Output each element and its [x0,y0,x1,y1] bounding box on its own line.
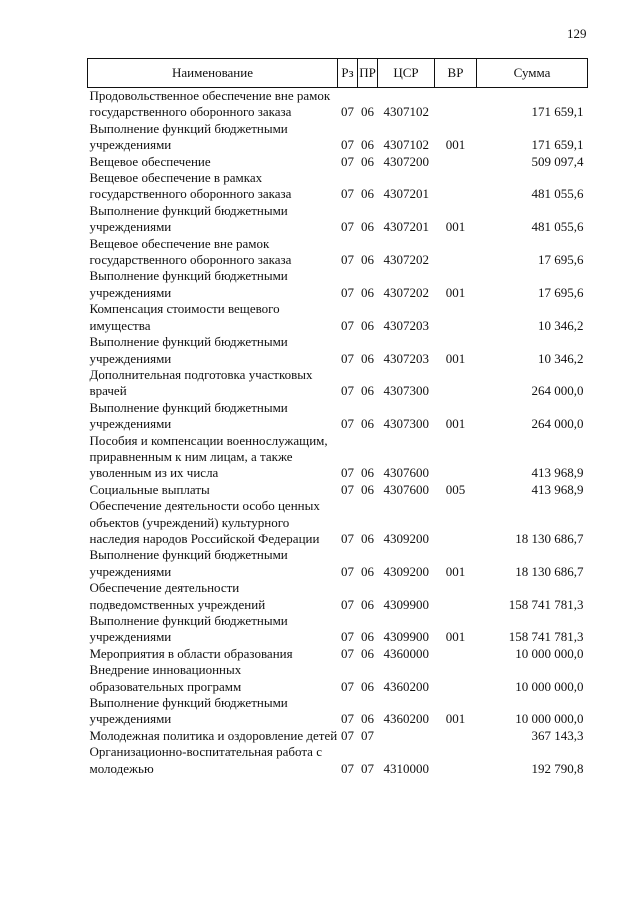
cell-sum: 10 346,2 [538,350,584,366]
cell-rz: 07 [341,416,354,432]
cell-csr: 4307202 [383,252,429,268]
cell-csr: 4309900 [383,629,429,645]
cell-pr: 06 [361,596,374,612]
header-sum: Сумма [477,59,588,88]
cell-name: Выполнение функций бюджетными учреждениями [89,202,288,235]
cell-sum: 264 000,0 [531,416,584,432]
cell-sum: 158 741 781,3 [508,596,584,612]
cell-pr: 06 [361,530,374,546]
cell-name: Вещевое обеспечение вне рамок государственного оборонного заказа [89,235,292,268]
cell-sum: 413 968,9 [531,465,584,481]
cell-pr: 06 [361,153,374,169]
table-row [88,728,588,744]
cell-csr: 4309200 [383,563,429,579]
cell-rz: 07 [341,629,354,645]
cell-rz: 07 [341,252,354,268]
cell-sum: 10 000 000,0 [515,711,584,727]
cell-csr: 4307201 [383,186,429,202]
cell-sum: 10 000 000,0 [515,645,584,661]
page-number: 129 [567,26,587,41]
cell-csr: 4309200 [383,530,429,546]
table-row [88,695,588,728]
cell-sum: 171 659,1 [531,137,584,153]
cell-name: Выполнение функций бюджетными учреждениями [89,399,288,432]
cell-sum: 171 659,1 [531,104,584,120]
cell-vr: 001 [445,284,466,300]
cell-csr: 4307300 [383,383,429,399]
cell-name: Молодежная политика и оздоровление детей [89,727,338,743]
table-row [88,121,588,154]
cell-rz: 07 [341,727,354,743]
cell-vr [435,88,477,121]
cell-pr: 06 [361,465,374,481]
cell-pr: 06 [361,137,374,153]
cell-rz: 07 [341,760,354,776]
cell-pr: 06 [361,678,374,694]
table-row [88,498,588,547]
table-row [88,400,588,433]
cell-vr [435,433,477,482]
cell-rz: 07 [341,219,354,235]
cell-pr: 06 [361,252,374,268]
budget-table [87,58,588,777]
cell-sum: 10 346,2 [538,317,584,333]
cell-vr [435,301,477,334]
cell-name: Вещевое обеспечение [89,153,211,169]
cell-csr: 4307102 [383,104,429,120]
cell-vr: 001 [445,350,466,366]
cell-vr: 001 [445,416,466,432]
header-name: Наименование [88,59,338,88]
cell-rz: 07 [341,104,354,120]
cell-sum: 17 695,6 [538,284,584,300]
cell-sum: 509 097,4 [531,153,584,169]
cell-rz: 07 [341,465,354,481]
table-row [88,334,588,367]
cell-name: Выполнение функций бюджетными учреждениями [89,613,288,645]
table-row [88,662,588,695]
cell-sum: 17 695,6 [538,252,584,268]
cell-rz: 07 [341,350,354,366]
cell-pr: 07 [361,727,374,743]
cell-rz: 07 [341,481,354,497]
cell-pr: 06 [361,284,374,300]
cell-vr [435,662,477,695]
cell-sum: 264 000,0 [531,383,584,399]
cell-vr: 001 [445,137,466,153]
cell-csr: 4307201 [383,219,429,235]
cell-vr [435,236,477,269]
cell-vr: 001 [445,711,466,727]
cell-csr: 4307102 [383,137,429,153]
cell-csr: 4307600 [383,481,429,497]
cell-name: Выполнение функций бюджетными учреждениями [89,695,288,727]
cell-rz: 07 [341,645,354,661]
cell-pr: 06 [361,104,374,120]
cell-name: Выполнение функций бюджетными учреждениями [89,547,288,579]
table-row [88,236,588,269]
table-row [88,88,588,121]
table-header [88,59,588,88]
cell-vr [435,170,477,203]
cell-sum: 413 968,9 [531,481,584,497]
cell-name: Организационно-воспитательная работа с молодежью [89,744,322,776]
cell-csr: 4310000 [383,760,429,776]
cell-csr: 4360000 [383,645,429,661]
cell-pr: 06 [361,186,374,202]
cell-rz: 07 [341,153,354,169]
cell-pr: 07 [361,760,374,776]
table-row [88,170,588,203]
cell-rz: 07 [341,383,354,399]
header-csr: ЦСР [378,59,435,88]
cell-csr: 4360200 [383,678,429,694]
cell-csr: 4307202 [383,284,429,300]
cell-name: Пособия и компенсации военнослужащим, приравненным к ним лицам, а также уволенным из их числа [89,432,328,481]
cell-name: Выполнение функций бюджетными учреждениями [89,120,288,153]
table-row [88,482,588,498]
cell-csr: 4307300 [383,416,429,432]
cell-rz: 07 [341,678,354,694]
cell-pr: 06 [361,219,374,235]
cell-sum: 18 130 686,7 [515,530,584,546]
cell-csr: 4307203 [383,350,429,366]
table-row [88,268,588,301]
cell-pr: 06 [361,645,374,661]
cell-name: Социальные выплаты [89,481,210,497]
cell-csr: 4360200 [383,711,429,727]
cell-pr: 06 [361,629,374,645]
cell-vr: 001 [445,219,466,235]
cell-rz: 07 [341,563,354,579]
header-row [88,59,588,88]
table-row [88,646,588,662]
table-row [88,580,588,613]
table-row [88,203,588,236]
cell-name: Обеспечение деятельности подведомственных учреждений [89,580,266,612]
table-row [88,301,588,334]
table-body [88,88,588,778]
cell-vr [435,646,477,662]
cell-name: Дополнительная подготовка участковых врачей [89,366,313,399]
cell-rz: 07 [341,596,354,612]
cell-sum: 18 130 686,7 [515,563,584,579]
cell-rz: 07 [341,711,354,727]
table-row [88,547,588,580]
cell-rz: 07 [341,186,354,202]
cell-csr: 4307203 [383,317,429,333]
cell-rz: 07 [341,317,354,333]
cell-vr [435,580,477,613]
cell-pr: 06 [361,350,374,366]
cell-sum: 192 790,8 [531,760,584,776]
cell-pr: 06 [361,711,374,727]
header-pr: ПР [358,59,378,88]
cell-rz: 07 [341,137,354,153]
cell-csr: 4307600 [383,465,429,481]
cell-vr [435,367,477,400]
cell-csr [378,728,435,744]
cell-vr [435,154,477,170]
cell-vr: 001 [445,563,466,579]
cell-csr: 4309900 [383,596,429,612]
cell-name: Вещевое обеспечение в рамках государственного оборонного заказа [89,170,292,202]
table-row [88,613,588,646]
cell-name: Продовольственное обеспечение вне рамок государственного оборонного заказа [89,88,331,120]
table-row [88,154,588,170]
table-row [88,744,588,777]
cell-sum: 158 741 781,3 [508,629,584,645]
cell-rz: 07 [341,284,354,300]
cell-pr: 06 [361,416,374,432]
cell-csr: 4307200 [383,153,429,169]
cell-name: Мероприятия в области образования [89,645,293,661]
cell-vr [435,744,477,777]
header-vr: ВР [435,59,477,88]
cell-vr: 005 [445,481,466,497]
cell-pr: 06 [361,383,374,399]
cell-pr: 06 [361,563,374,579]
cell-pr: 06 [361,481,374,497]
cell-sum: 10 000 000,0 [515,678,584,694]
table-row [88,433,588,482]
cell-vr [435,498,477,547]
cell-pr: 06 [361,317,374,333]
cell-rz: 07 [341,530,354,546]
cell-name: Обеспечение деятельности особо ценных объектов (учреждений) культурного наследия народов Российской Федерации [89,498,320,546]
header-rz: Рз [338,59,358,88]
cell-sum: 481 055,6 [531,186,584,202]
cell-sum: 367 143,3 [531,727,584,743]
table-row [88,367,588,400]
cell-name: Выполнение функций бюджетными учреждениями [89,268,288,300]
cell-sum: 481 055,6 [531,219,584,235]
cell-name: Компенсация стоимости вещевого имущества [89,301,280,333]
cell-name: Выполнение функций бюджетными учреждениями [89,334,288,366]
cell-vr: 001 [445,629,466,645]
cell-name: Внедрение инновационных образовательных программ [89,662,242,694]
cell-vr [435,728,477,744]
